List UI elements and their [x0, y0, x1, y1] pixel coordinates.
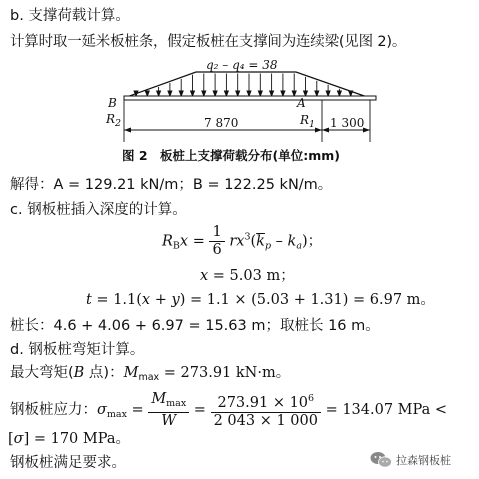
section-c-heading: c. 钢板桩插入深度的计算。	[10, 202, 187, 218]
load-arrow-head	[247, 91, 251, 96]
equation-2: x = 5.03 m；	[200, 268, 295, 284]
load-outline	[124, 72, 370, 98]
watermark	[370, 451, 451, 469]
wechat-icon	[370, 451, 392, 469]
dim-arrow-mid-l	[315, 128, 322, 133]
load-arrow-head	[191, 91, 195, 96]
load-arrow-head	[145, 91, 149, 96]
load-arrow-head	[213, 91, 217, 96]
max-moment-text: 最大弯矩(B 点)：$M_{max} = 273.91$ kN·m。	[10, 365, 291, 383]
dim-arrow-mid-r	[322, 128, 329, 133]
equation-1: $R_Bx$ = $\frac{1}{6}$ $rx^3(\overline{k}_p - k_a)$；	[162, 224, 323, 258]
span-main-label: 7 870	[204, 116, 239, 130]
load-arrow-head	[326, 91, 330, 96]
conclusion-text: 钢板桩满足要求。	[10, 455, 126, 471]
load-arrow-head	[258, 91, 262, 96]
point-b-label: B	[108, 96, 117, 110]
load-arrow-head	[134, 91, 138, 96]
intro-text: 计算时取一延米板桩条，假定板桩在支撑间为连续梁(见图 2)。	[10, 34, 407, 50]
load-arrow-head	[179, 91, 183, 96]
solution-text: 解得：A = 129.21 kN/m；B = 122.25 kN/m。	[10, 177, 333, 193]
pile-length-text: 桩长：4.6 + 4.06 + 6.97 = 15.63 m；取桩长 16 m。	[10, 318, 380, 334]
r1-label: $R_1$	[300, 113, 316, 130]
load-arrow-head	[292, 91, 296, 96]
load-arrow-head	[337, 91, 341, 96]
stress-equation: 钢板桩应力：$\sigma_{max}$ = $\frac{M_{max}}{W}$ = $\frac{273.91 \times 10^6}{2 043 \times 1 000}$ = 134.07 MPa <	[10, 390, 448, 429]
figure-caption: 图 2 板桩上支撑荷载分布(单位:mm)	[122, 148, 341, 163]
point-a-label: A	[297, 96, 306, 110]
fraction-one-sixth: $\frac{1}{6}$	[209, 224, 224, 259]
load-arrow-head	[168, 91, 172, 96]
load-arrow-head	[224, 91, 228, 96]
dim-arrow-left	[124, 128, 131, 133]
load-arrow-head	[315, 91, 319, 96]
load-arrow-head	[270, 91, 274, 96]
beam	[124, 96, 376, 100]
load-arrow-head	[157, 91, 161, 96]
load-arrow-head	[202, 91, 206, 96]
watermark-text: 拉森钢板桩	[396, 454, 451, 467]
section-b-heading: b. 支撑荷载计算。	[10, 8, 130, 24]
equation-3: t = 1.1(x + y) = 1.1 × (5.03 + 1.31) = 6.97 m。	[86, 292, 435, 308]
r2-label: $R_2$	[106, 112, 122, 129]
load-arrow-head	[349, 91, 353, 96]
load-label: q₂ – q₄ = 38	[206, 58, 278, 72]
section-d-heading: d. 钢板桩弯矩计算。	[10, 342, 145, 358]
fraction-numeric: $\frac{273.91 \times 10^6}{2 043 \times 1 000}$	[211, 390, 321, 430]
allowable-stress: [σ] = 170 MPa。	[8, 431, 130, 447]
load-arrow-head	[236, 91, 240, 96]
fraction-m-over-w: $\frac{M_{max}}{W}$	[148, 391, 189, 430]
load-arrow-head	[281, 91, 285, 96]
load-arrows	[134, 74, 353, 97]
span-right-label: 1 300	[330, 116, 365, 130]
